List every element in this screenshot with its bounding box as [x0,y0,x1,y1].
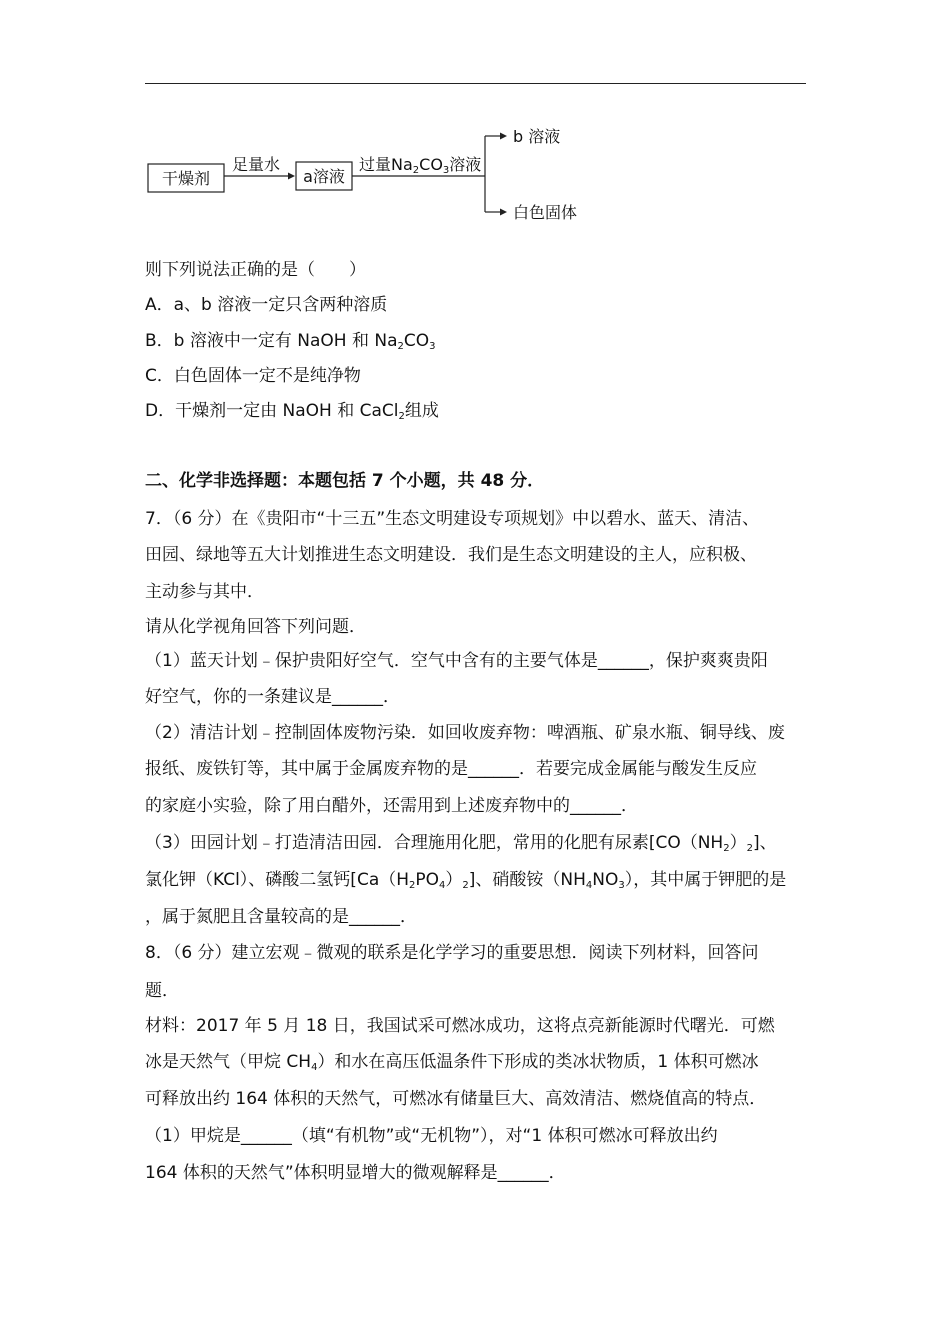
flow-diagram [145,118,615,230]
header-rule [145,83,806,84]
dryer-label: 干燥剂 [161,169,211,188]
q7-line-12: ，属于氮肥且含量较高的是______． [145,907,417,927]
q6-option-d: D．干燥剂一定由 NaOH 和 CaCl$_2$组成 [145,401,439,422]
q8-line-6: （1）甲烷是______（填“有机物”或“无机物”），对“1 体积可燃冰可释放出约 [145,1126,718,1146]
b-solution-label: b 溶液 [513,127,561,146]
q7-line-5: （1）蓝天计划﹣保护贵阳好空气．空气中含有的主要气体是______，保护爽爽贵阳 [145,651,768,671]
branch-top-head [500,133,507,140]
q7-line-9: 的家庭小实验，除了用白醋外，还需用到上述废弃物中的______． [145,796,638,816]
q8-line-7: 164 体积的天然气”体积明显增大的微观解释是______． [145,1163,566,1183]
q6-option-a: A．a、b 溶液一定只含两种溶质 [145,295,388,315]
q7-line-11: 氯化钾（KCl）、磷酸二氢钙$[Ca(H_2PO_4)_2]$、硝酸铵$(NH_4NO_3)$，其中属于钾肥的是 [145,870,787,891]
q7-line-3: 主动参与其中． [145,582,264,602]
q6-option-b: B．b 溶液中一定有 NaOH 和 $Na_2CO_3$ [145,331,436,352]
q7-line-6: 好空气，你的一条建议是______． [145,687,400,707]
a-solution-label: a溶液 [303,167,345,186]
arrow-1-head [288,173,295,180]
q8-line-5: 可释放出约 164 体积的天然气，可燃冰有储量巨大、高效清洁、燃烧值高的特点． [145,1089,767,1109]
section-2-heading: 二、化学非选择题：本题包括 7 个小题，共 48 分． [145,471,545,491]
q7-line-2: 田园、绿地等五大计划推进生态文明建设．我们是生态文明建设的主人，应积极、 [145,545,757,565]
white-solid-label: 白色固体 [513,203,578,222]
q7-line-8: 报纸、废铁钉等，其中属于金属废弃物的是______．若要完成金属能与酸发生反应 [145,759,757,779]
arrow-1-label: 足量水 [232,155,281,174]
q8-line-1: 8．（6 分）建立宏观﹣微观的联系是化学学习的重要思想．阅读下列材料，回答问 [145,943,759,963]
q7-line-7: （2）清洁计划﹣控制固体废物污染．如回收废弃物：啤酒瓶、矿泉水瓶、铜导线、废 [145,723,785,743]
q7-line-4: 请从化学视角回答下列问题． [145,617,366,637]
q8-line-4: 冰是天然气（甲烷 $CH_4$）和水在高压低温条件下形成的类冰状物质，1 体积可燃冰 [145,1052,759,1073]
q7-line-10: （3）田园计划﹣打造清洁田园．合理施用化肥，常用的化肥有尿素$[CO(NH_2)_2]$、 [145,833,777,854]
q8-line-2: 题． [145,981,179,1001]
q7-line-1: 7．（6 分）在《贵阳市“十三五”生态文明建设专项规划》中以碧水、蓝天、清洁、 [145,509,760,529]
q6-option-c: C．白色固体一定不是纯净物 [145,366,361,386]
q8-line-3: 材料：2017 年 5 月 18 日，我国试采可燃冰成功，这将点亮新能源时代曙光．可燃 [145,1016,775,1036]
arrow-2-label: 过量Na2CO3溶液 [359,155,482,176]
q6-stem: 则下列说法正确的是（ ） [145,260,366,280]
branch-bottom-head [500,209,507,216]
